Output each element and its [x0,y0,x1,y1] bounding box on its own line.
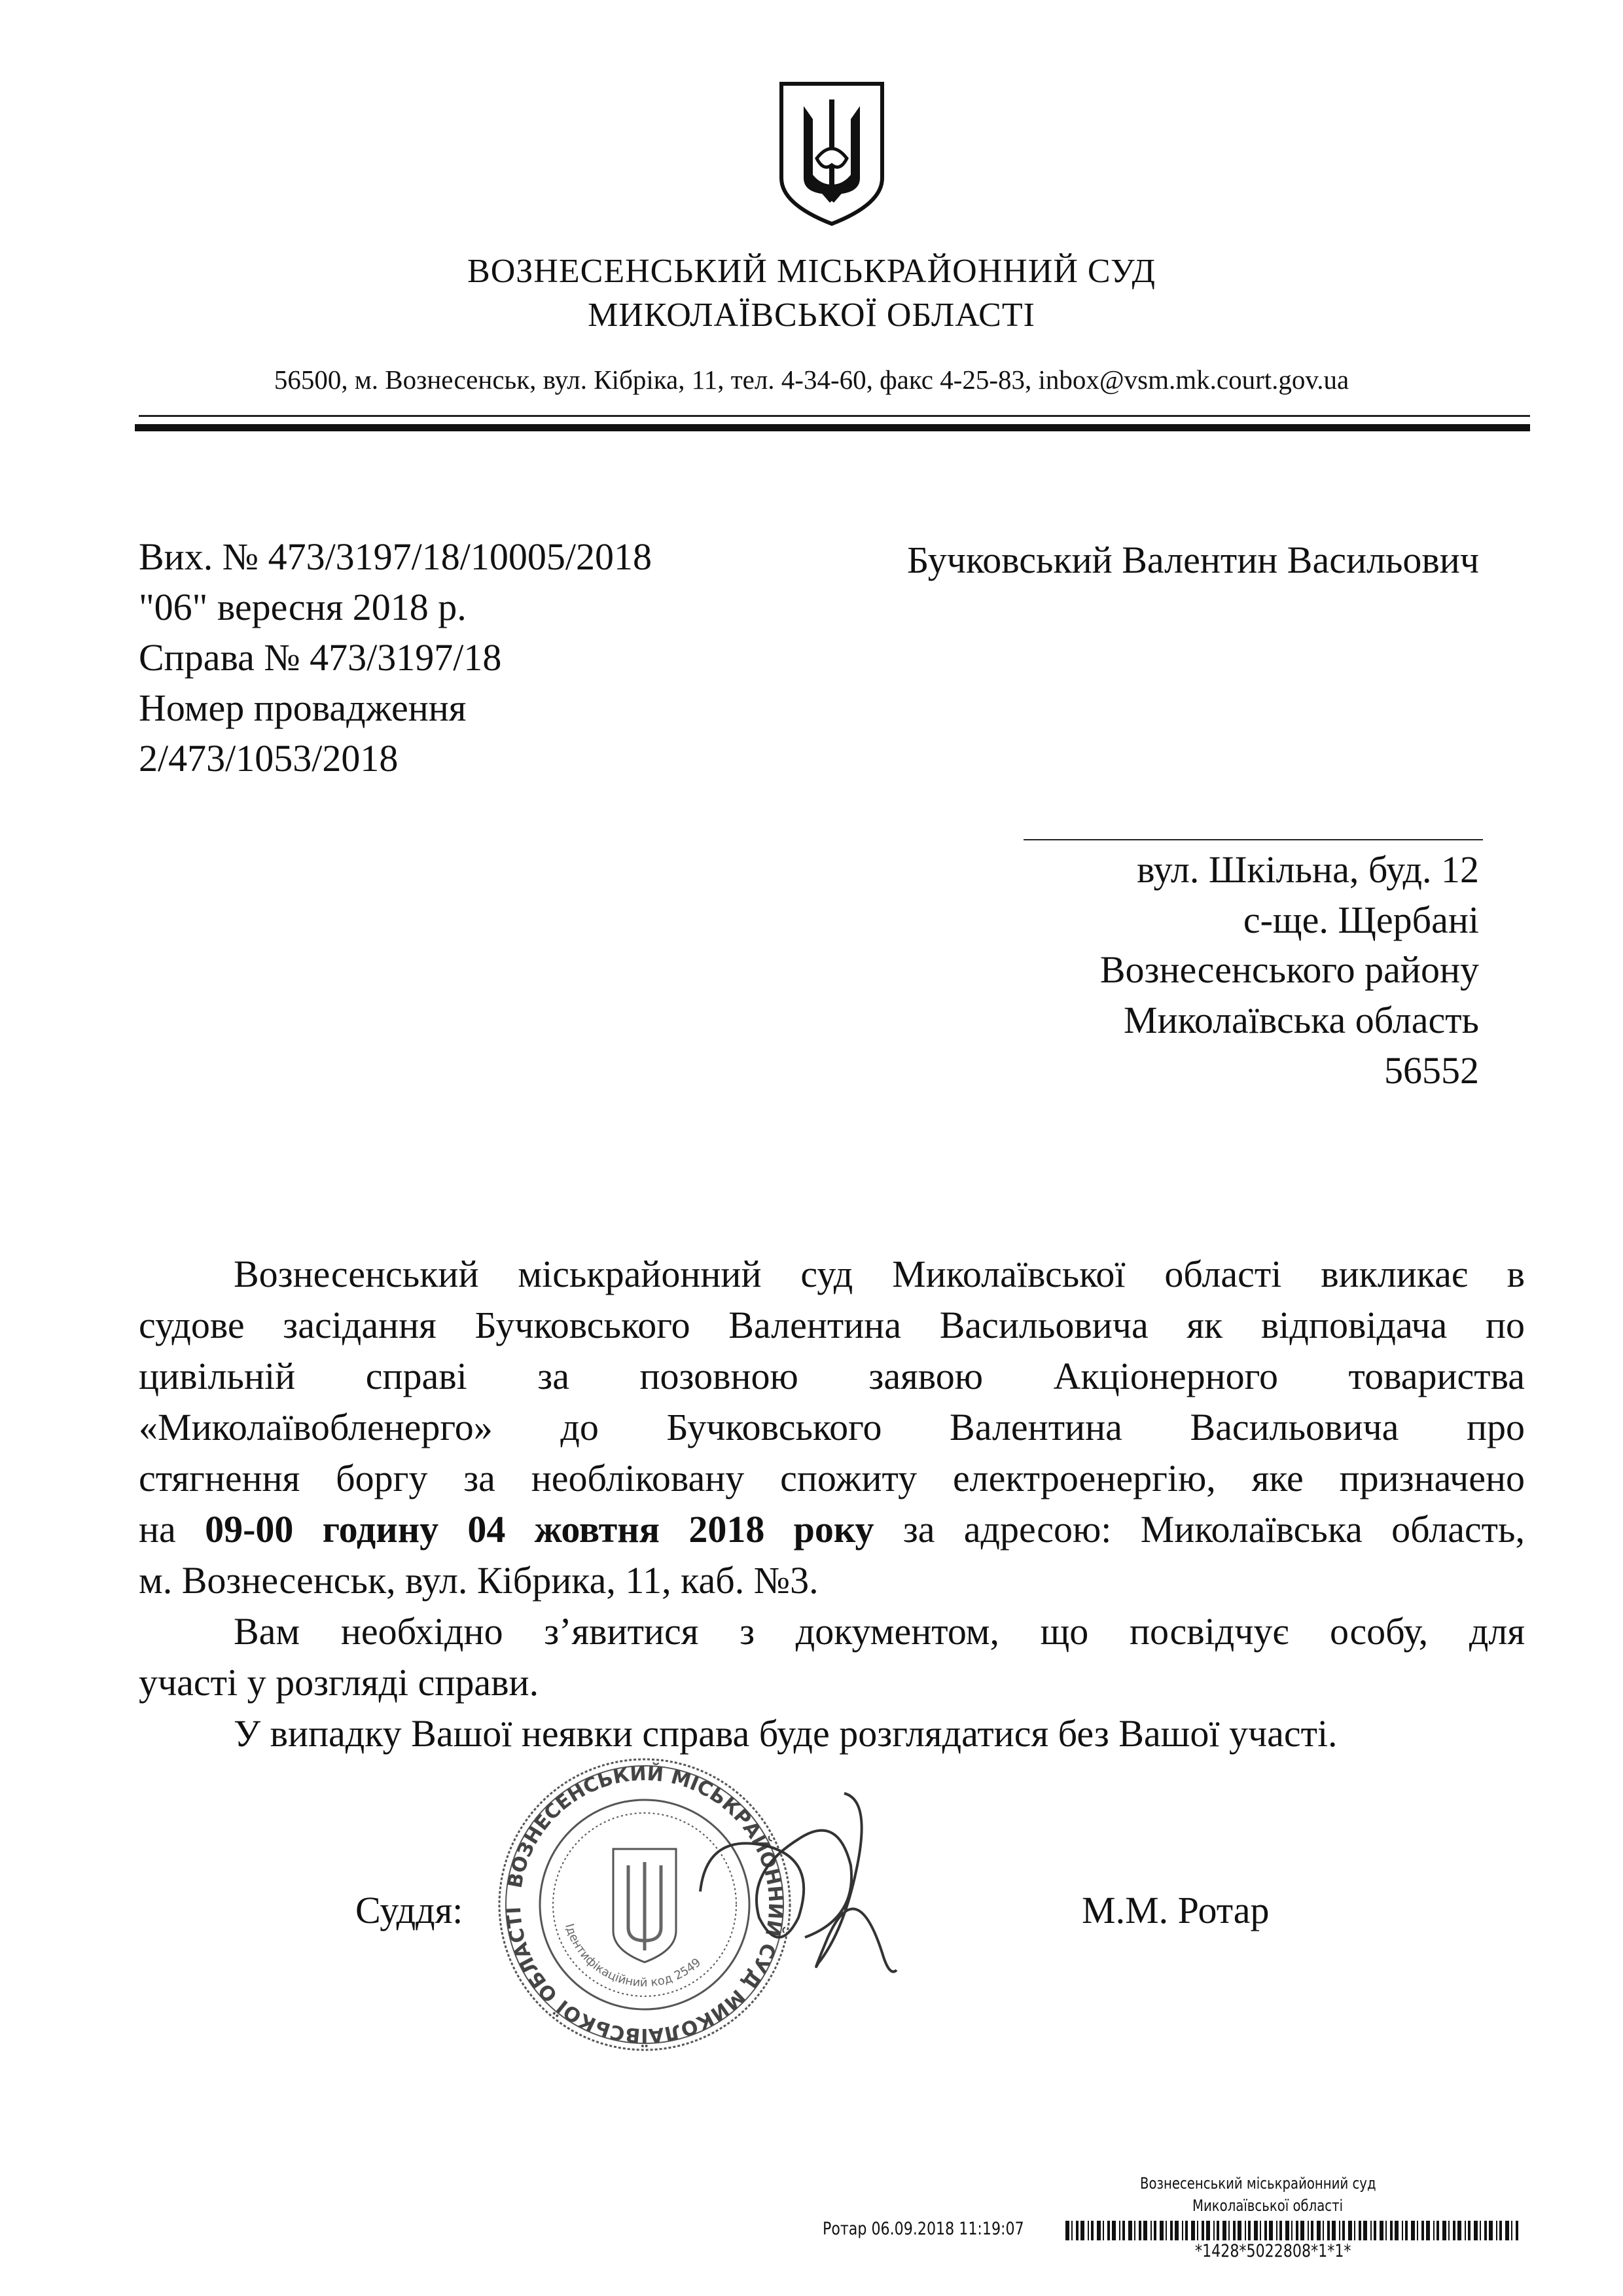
recipient-street: вул. Шкільна, буд. 12 [1137,848,1479,891]
body-line: цивільній справі за позовною заявою Акціонерного товариства [139,1355,1525,1397]
svg-text:Ідентифікаційний код 2549: Ідентифікаційний код 2549 [562,1922,704,1990]
hearing-prefix: на [139,1508,205,1551]
barcode-bar [1233,2221,1236,2240]
barcode-bar [1505,2221,1509,2240]
barcode-bar [1317,2221,1321,2240]
footer-court-line1: Вознесенський міськрайонний суд [1140,2174,1376,2193]
header-divider-thin [139,415,1530,417]
barcode-bar [1222,2221,1226,2240]
barcode-bar [1426,2221,1430,2240]
barcode-bar [1433,2221,1435,2240]
barcode-bar [1327,2221,1330,2240]
barcode-bar [1300,2221,1304,2240]
barcode-bar [1291,2221,1293,2240]
barcode-bar [1202,2221,1204,2240]
barcode-bar [1248,2221,1251,2240]
svg-text:ВОЗНЕСЕНСЬКИЙ МІСЬКРАЙОННИЙ СУ: ВОЗНЕСЕНСЬКИЙ МІСЬКРАЙОННИЙ СУД МИКОЛАЇВСЬКОЇ ОБЛАСТІ [502,1762,787,2047]
barcode-bar [1091,2221,1094,2240]
barcode-bar [1323,2221,1324,2240]
barcode-bar [1134,2221,1135,2240]
barcode-bar [1238,2221,1241,2240]
document-barcode [1065,2221,1524,2240]
barcode-bar [1213,2221,1215,2240]
footer-barcode-code: *1428*5022808*1*1* [1195,2241,1351,2261]
barcode-bar [1374,2221,1376,2240]
barcode-bar [1228,2221,1230,2240]
barcode-bar [1217,2221,1219,2240]
barcode-bar [1103,2221,1104,2240]
barcode-bar [1112,2221,1116,2240]
barcode-bar [1175,2221,1179,2240]
barcode-bar [1260,2221,1261,2240]
court-name-line2: МИКОЛАЇВСЬКОЇ ОБЛАСТІ [588,296,1035,334]
barcode-bar [1496,2221,1497,2240]
barcode-bar [1354,2221,1355,2240]
barcode-bar [1332,2221,1336,2240]
barcode-bar [1139,2221,1141,2240]
barcode-bar [1511,2221,1512,2240]
barcode-bar [1380,2221,1383,2240]
barcode-bar [1411,2221,1415,2240]
barcode-bar [1170,2221,1173,2240]
letter-date: "06" вересня 2018 р. [139,586,467,628]
judge-label: Суддя: [355,1889,463,1931]
header-divider-thick [135,424,1530,431]
hearing-address-intro: за адресою: Миколаївська область, [874,1508,1525,1551]
barcode-bar [1245,2221,1246,2240]
barcode-bar [1097,2221,1101,2240]
recipient-name: Бучковський Валентин Васильович [906,539,1479,581]
barcode-bar [1160,2221,1164,2240]
barcode-bar [1311,2221,1313,2240]
barcode-bar [1359,2221,1361,2240]
barcode-bar [1465,2221,1466,2240]
barcode-bar [1499,2221,1502,2240]
court-name-line1: ВОЗНЕСЕНСЬКИЙ МІСЬКРАЙОННИЙ СУД [467,253,1156,290]
body-line-hearing-time [139,1508,1525,1551]
barcode-bar [1453,2221,1455,2240]
case-number: Справа № 473/3197/18 [139,636,502,679]
barcode-bar [1107,2221,1110,2240]
barcode-bar [1339,2221,1340,2240]
barcode-bar [1395,2221,1399,2240]
recipient-postcode: 56552 [1384,1049,1479,1092]
barcode-bar [1071,2221,1073,2240]
recipient-district: Вознесенського району [1099,948,1479,991]
recipient-region: Миколаївська область [1124,999,1479,1041]
coat-of-arms-icon [777,80,886,228]
barcode-bar [1088,2221,1089,2240]
barcode-bar [1474,2221,1478,2240]
barcode-bar [1182,2221,1183,2240]
barcode-bar [1264,2221,1267,2240]
court-contacts: 56500, м. Вознесенськ, вул. Кібріка, 11, тел. 4-34-60, факс 4-25-83, inbox@vsm.mk.court.gov.ua [274,365,1349,395]
proceeding-number: 2/473/1053/2018 [139,737,399,780]
recipient-settlement: с-ще. Щербані [1243,899,1479,941]
body-line: м. Вознесенськ, вул. Кібрика, 11, каб. №3. [139,1559,819,1602]
barcode-bar [1276,2221,1277,2240]
barcode-bar [1457,2221,1461,2240]
barcode-bar [1076,2221,1079,2240]
body-line: участі у розгляді справи. [139,1661,539,1704]
barcode-bar [1308,2221,1309,2240]
barcode-bar [1348,2221,1352,2240]
barcode-bar [1143,2221,1147,2240]
barcode-bar [1254,2221,1258,2240]
barcode-bar [1197,2221,1198,2240]
barcode-bar [1390,2221,1393,2240]
barcode-bar [1448,2221,1450,2240]
address-divider [1024,839,1483,840]
outgoing-number: Вих. № 473/3197/18/10005/2018 [139,535,652,578]
barcode-bar [1489,2221,1493,2240]
barcode-bar [1296,2221,1298,2240]
barcode-bar [1342,2221,1345,2240]
footer-court-line2: Миколаївської області [1192,2197,1344,2215]
proceeding-label: Номер провадження [139,687,467,729]
barcode-bar [1363,2221,1367,2240]
barcode-bar [1442,2221,1446,2240]
hearing-datetime: 09-00 годину 04 жовтня 2018 року [205,1508,874,1551]
barcode-bar [1080,2221,1084,2240]
barcode-bar [1269,2221,1273,2240]
barcode-bar [1405,2221,1408,2240]
barcode-bar [1285,2221,1289,2240]
barcode-bar [1484,2221,1487,2240]
barcode-bar [1402,2221,1403,2240]
barcode-bar [1166,2221,1167,2240]
barcode-bar [1150,2221,1152,2240]
barcode-bar [1370,2221,1372,2240]
barcode-bar [1154,2221,1156,2240]
body-line: Вознесенський міськрайонний суд Миколаївської області викликає в [234,1253,1525,1295]
barcode-bar [1065,2221,1069,2240]
barcode-bar [1119,2221,1120,2240]
barcode-bar [1279,2221,1282,2240]
body-line: «Миколаївобленерго» до Бучковського Валентина Васильовича про [139,1406,1525,1448]
barcode-bar [1185,2221,1188,2240]
barcode-bar [1206,2221,1210,2240]
barcode-bar [1480,2221,1481,2240]
body-line: стягнення боргу за необліковану спожиту електроенергію, яке призначено [139,1457,1525,1499]
body-line: У випадку Вашої неявки справа буде розглядатися без Вашої участі. [234,1712,1338,1755]
body-line: судове засідання Бучковського Валентина Васильовича як відповідача по [139,1304,1525,1346]
footer-signed-by: Ротар 06.09.2018 11:19:07 [823,2219,1024,2239]
judge-signature [687,1787,903,1983]
barcode-bar [1122,2221,1125,2240]
barcode-bar [1421,2221,1424,2240]
barcode-bar [1436,2221,1439,2240]
barcode-bar [1516,2221,1518,2240]
barcode-bar [1191,2221,1195,2240]
barcode-bar [1468,2221,1471,2240]
barcode-bar [1385,2221,1387,2240]
judge-name: М.М. Ротар [1082,1889,1270,1931]
barcode-bar [1128,2221,1132,2240]
body-line: Вам необхідно з’явитися з документом, що посвідчує особу, для [234,1610,1525,1653]
barcode-bar [1417,2221,1418,2240]
